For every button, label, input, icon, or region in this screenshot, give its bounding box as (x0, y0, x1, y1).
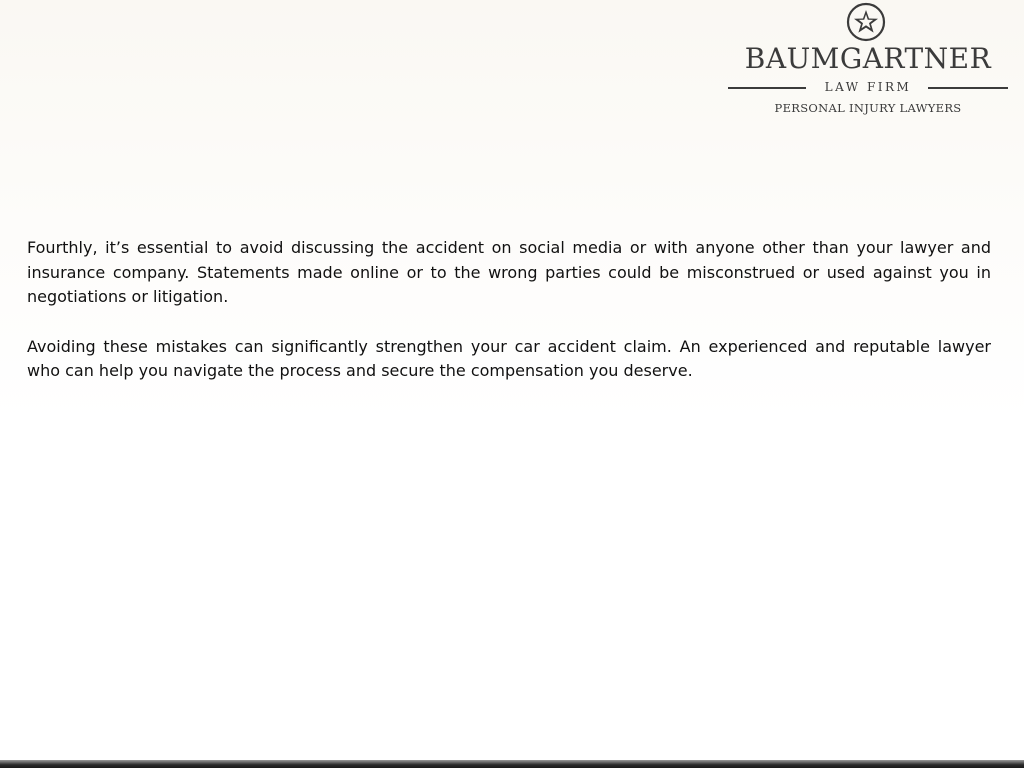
logo-subtitle: LAW FIRM (824, 80, 912, 94)
bottom-bar (0, 760, 1024, 768)
logo-subtitle-row (726, 78, 1010, 96)
firm-logo (726, 2, 1010, 120)
paragraph: Avoiding these mistakes can significantly strengthen your car accident claim. An experienced and reputable lawyer who can help you navigate the process and secure the compensation you deserve. (27, 336, 991, 380)
logo-firm-name: BAUMGARTNER (744, 42, 992, 75)
logo-rule-left (728, 87, 806, 89)
body-text (27, 236, 991, 409)
logo-rule-right (928, 87, 1008, 89)
star-circle-icon (846, 2, 886, 42)
logo-tagline: PERSONAL INJURY LAWYERS (774, 101, 962, 115)
paragraph: Fourthly, it’s essential to avoid discussing the accident on social media or with anyone other than your lawyer and insurance company. Statements made online or to the wrong parties could be misconstrued or used against you in negotiations or litigation. (27, 238, 991, 306)
